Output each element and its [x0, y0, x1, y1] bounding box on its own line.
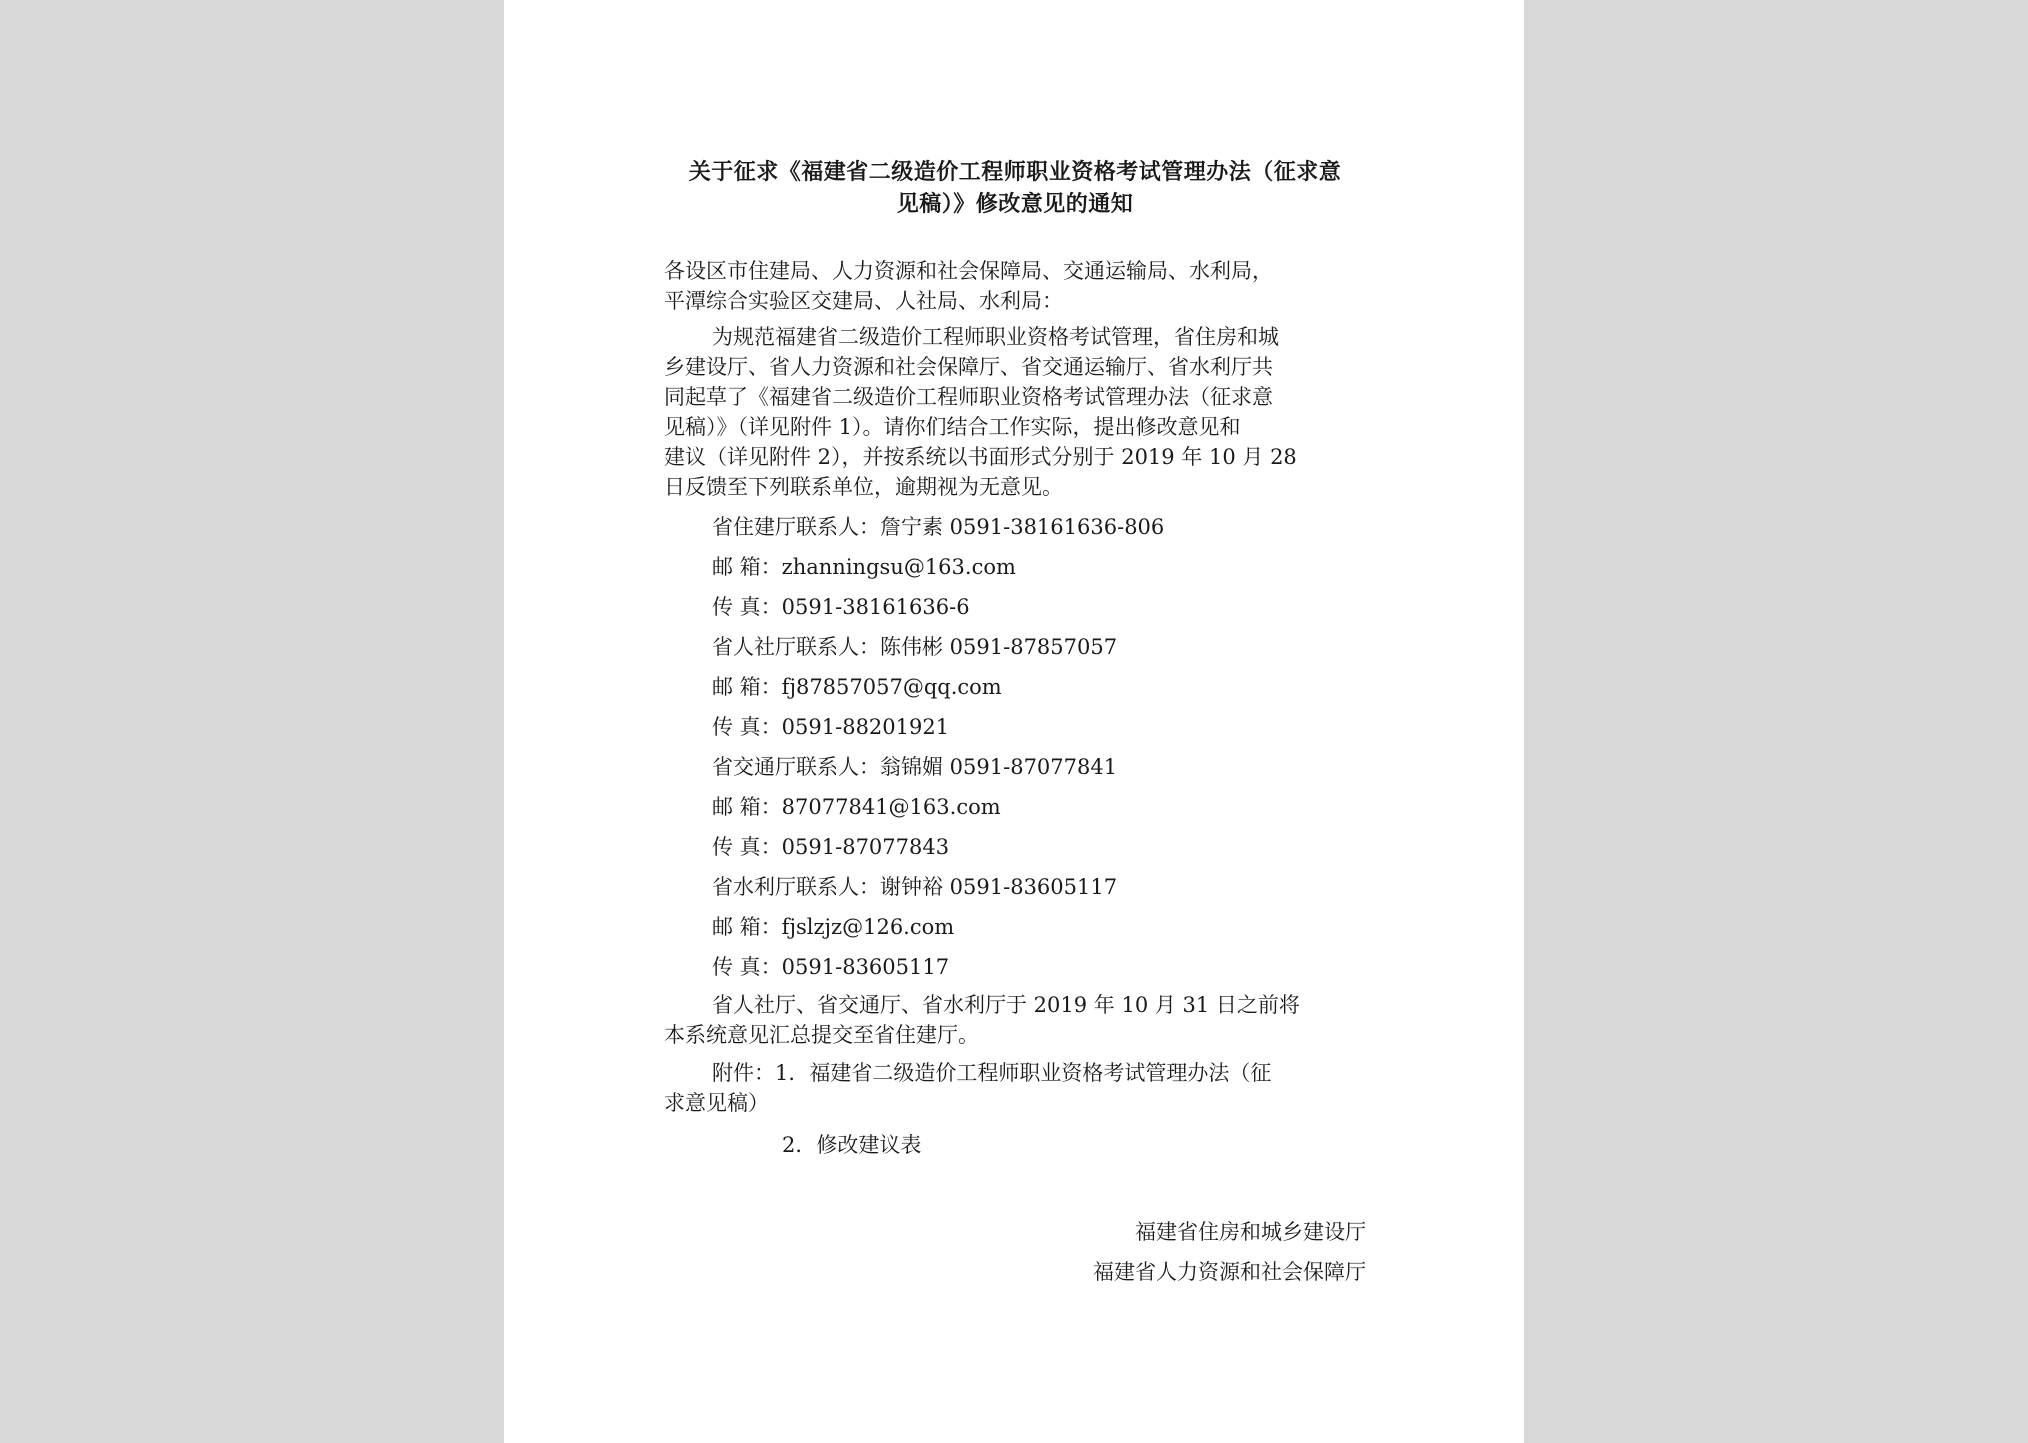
document-title — [664, 156, 1366, 220]
contact-line: 省交通厅联系人：翁锦媚 0591-87077841 — [712, 755, 1118, 779]
contact-list — [664, 512, 1366, 982]
intro-line: 乡建设厅、省人力资源和社会保障厅、省交通运输厅、省水利厅共 — [664, 355, 1273, 379]
intro-line: 为规范福建省二级造价工程师职业资格考试管理，省住房和城 — [712, 325, 1279, 349]
intro-paragraph — [664, 322, 1366, 502]
contact-line: 邮 箱：zhanningsu@163.com — [712, 555, 1016, 579]
contact-line: 传 真：0591-88201921 — [712, 715, 950, 739]
addressee-line: 各设区市住建局、人力资源和社会保障局、交通运输局、水利局， — [664, 259, 1273, 283]
summary-paragraph — [664, 990, 1366, 1050]
contact-line: 省住建厅联系人：詹宁素 0591-38161636-806 — [712, 515, 1165, 539]
intro-line: 同起草了《福建省二级造价工程师职业资格考试管理办法（征求意 — [664, 385, 1273, 409]
contact-line: 传 真：0591-83605117 — [712, 955, 950, 979]
contact-line: 省水利厅联系人：谢钟裕 0591-83605117 — [712, 875, 1118, 899]
intro-line: 见稿）》（详见附件 1）。请你们结合工作实际，提出修改意见和 — [664, 415, 1241, 439]
attachment-line: 附件：1．福建省二级造价工程师职业资格考试管理办法（征 — [712, 1061, 1272, 1085]
intro-line: 建议（详见附件 2），并按系统以书面形式分别于 2019 年 10 月 28 — [664, 445, 1297, 469]
document-content — [664, 156, 1366, 1292]
attachment-2: 2．修改建议表 — [782, 1133, 922, 1157]
attachments — [664, 1058, 1366, 1118]
contact-line: 省人社厅联系人：陈伟彬 0591-87857057 — [712, 635, 1118, 659]
addressee-line: 平潭综合实验区交建局、人社局、水利局： — [664, 289, 1063, 313]
contact-line: 邮 箱：87077841@163.com — [712, 795, 1001, 819]
contact-line: 邮 箱：fjslzjz@126.com — [712, 915, 955, 939]
summary-line: 省人社厅、省交通厅、省水利厅于 2019 年 10 月 31 日之前将 — [712, 993, 1300, 1017]
signature-line: 福建省人力资源和社会保障厅 — [1093, 1260, 1366, 1284]
signature-line: 福建省住房和城乡建设厅 — [1135, 1220, 1366, 1244]
summary-line: 本系统意见汇总提交至省住建厅。 — [664, 1023, 979, 1047]
contact-line: 邮 箱：fj87857057@qq.com — [712, 675, 1002, 699]
contact-line: 传 真：0591-87077843 — [712, 835, 950, 859]
document-body — [664, 256, 1366, 1292]
attachment-line: 求意见稿） — [664, 1091, 769, 1115]
intro-line: 日反馈至下列联系单位，逾期视为无意见。 — [664, 475, 1063, 499]
addressee — [664, 256, 1366, 316]
title-line: 见稿）》修改意见的通知 — [896, 191, 1134, 217]
document-page — [504, 0, 1524, 1443]
signature-block — [664, 1212, 1366, 1292]
contact-line: 传 真：0591-38161636-6 — [712, 595, 970, 619]
title-line: 关于征求《福建省二级造价工程师职业资格考试管理办法（征求意 — [688, 159, 1342, 185]
